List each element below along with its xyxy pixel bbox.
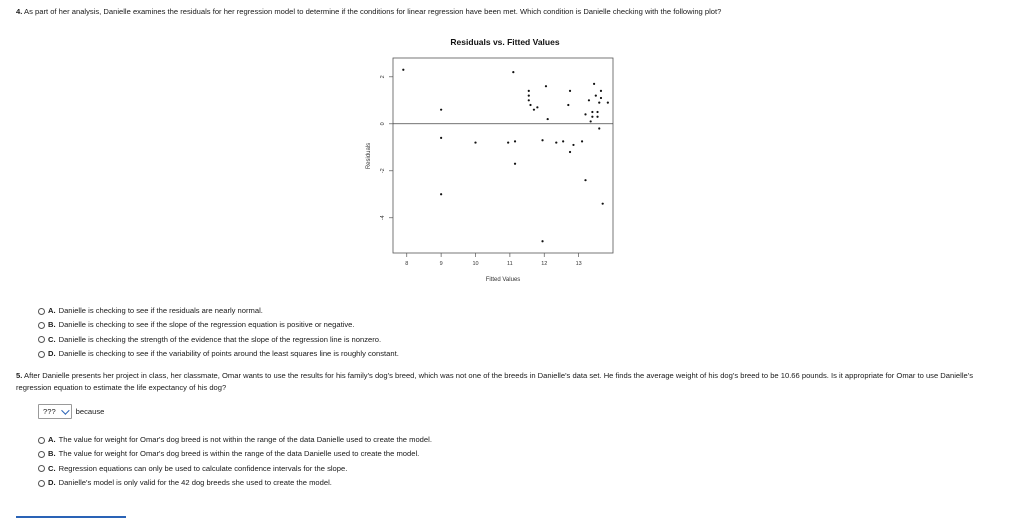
radio-button[interactable]	[38, 351, 45, 358]
x-tick-label: 13	[575, 261, 582, 267]
y-tick-label: 0	[380, 122, 386, 126]
question-4-options	[38, 304, 399, 361]
option-letter: D.	[48, 348, 56, 358]
data-point	[528, 90, 530, 92]
q5-option-a[interactable]	[38, 433, 432, 447]
data-point	[598, 102, 600, 104]
data-point	[507, 141, 509, 143]
data-point	[533, 109, 535, 111]
data-point	[514, 163, 516, 165]
option-letter: A.	[48, 306, 56, 315]
q4-option-d[interactable]	[38, 347, 399, 361]
question-5-prompt	[16, 370, 1006, 393]
data-point	[595, 94, 597, 96]
chevron-down-icon	[61, 406, 69, 414]
option-letter: A.	[48, 435, 56, 444]
option-text: Regression equations can only be used to calculate confidence intervals for the slope.	[58, 463, 348, 473]
q5-option-c[interactable]	[38, 462, 432, 476]
data-point	[512, 71, 514, 73]
data-point	[596, 111, 598, 113]
option-letter: C.	[48, 334, 56, 344]
because-label: because	[75, 407, 105, 416]
radio-button[interactable]	[38, 451, 45, 458]
data-point	[547, 118, 549, 120]
data-point	[514, 140, 516, 142]
data-point	[602, 203, 604, 205]
data-point	[590, 120, 592, 122]
option-text: The value for weight for Omar's dog breed is not within the range of the data Danielle used to create the model.	[58, 435, 432, 444]
data-point	[572, 144, 574, 146]
data-point	[541, 139, 543, 141]
data-point	[528, 99, 530, 101]
data-point	[569, 90, 571, 92]
data-point	[588, 99, 590, 101]
plot-frame	[393, 58, 613, 253]
data-point	[440, 193, 442, 195]
data-point	[562, 140, 564, 142]
data-point	[584, 179, 586, 181]
radio-button[interactable]	[38, 336, 45, 343]
option-text: Danielle is checking to see if the variability of points around the least squares line is roughly constant.	[58, 348, 399, 358]
data-point	[567, 104, 569, 106]
option-text: Danielle is checking the strength of the evidence that the slope of the regression line is nonzero.	[58, 334, 382, 344]
data-point	[581, 140, 583, 142]
data-point	[584, 113, 586, 115]
question-4-number: 4.	[16, 7, 23, 16]
data-point	[598, 127, 600, 129]
radio-button[interactable]	[38, 465, 45, 472]
data-point	[555, 141, 557, 143]
y-tick-label: -2	[380, 168, 386, 174]
data-point	[402, 69, 404, 71]
data-point	[528, 94, 530, 96]
radio-button[interactable]	[38, 480, 45, 487]
x-tick-label: 8	[405, 261, 409, 267]
option-letter: C.	[48, 463, 56, 473]
data-point	[591, 116, 593, 118]
option-letter: B.	[48, 449, 56, 459]
option-text: Danielle's model is only valid for the 42 dog breeds she used to create the model.	[58, 477, 332, 487]
question-5-text: After Danielle presents her project in class, her classmate, Omar wants to use the results for his family's dog's breed, which was not one of the breeds in Danielle's data set. He finds the average weight of his dog's breed to be 10.66 pounds. Is it appropriate for Omar to use Danielle's regression equation to estimate the life expectancy of his dog?	[16, 371, 973, 392]
data-point	[607, 102, 609, 104]
data-point	[529, 104, 531, 106]
x-tick-label: 10	[472, 261, 479, 267]
residuals-plot	[355, 32, 625, 287]
q5-option-d[interactable]	[38, 476, 432, 490]
question-4-text: As part of her analysis, Danielle examines the residuals for her regression model to determine if the conditions for linear regression have been met. Which condition is Danielle checking with the following plot?	[24, 7, 722, 16]
answer-dropdown[interactable]	[38, 404, 72, 419]
x-tick-label: 9	[439, 261, 443, 267]
option-text: Danielle is checking to see if the slope of the regression equation is positive or negative.	[58, 320, 355, 330]
radio-button[interactable]	[38, 322, 45, 329]
x-tick-label: 11	[507, 261, 513, 267]
data-point	[440, 137, 442, 139]
x-axis-label: Fitted Values	[485, 277, 521, 283]
bottom-accent-bar	[16, 516, 126, 518]
q5-option-b[interactable]	[38, 447, 432, 461]
data-point	[596, 116, 598, 118]
option-letter: D.	[48, 477, 56, 487]
y-tick-label: -4	[380, 215, 386, 221]
data-point	[545, 85, 547, 87]
answer-row	[38, 404, 104, 419]
question-4-prompt	[16, 6, 1016, 17]
dropdown-value: ???	[43, 407, 56, 416]
data-point	[569, 151, 571, 153]
option-letter: B.	[48, 320, 56, 330]
data-point	[600, 90, 602, 92]
data-point	[600, 97, 602, 99]
x-tick-label: 12	[541, 261, 548, 267]
data-point	[474, 141, 476, 143]
data-point	[440, 109, 442, 111]
question-5-options	[38, 433, 432, 490]
q4-option-a[interactable]	[38, 304, 399, 318]
radio-button[interactable]	[38, 437, 45, 444]
data-point	[536, 106, 538, 108]
y-axis-label: Residuals	[366, 142, 372, 170]
radio-button[interactable]	[38, 308, 45, 315]
option-text: The value for weight for Omar's dog breed is within the range of the data Danielle used to create the model.	[58, 449, 420, 459]
chart-title: Residuals vs. Fitted Values	[450, 37, 560, 47]
data-point	[593, 83, 595, 85]
q4-option-b[interactable]	[38, 318, 399, 332]
question-5-number: 5.	[16, 371, 23, 380]
data-point	[591, 111, 593, 113]
q4-option-c[interactable]	[38, 333, 399, 347]
data-point	[541, 240, 543, 242]
y-tick-label: 2	[380, 75, 386, 79]
option-text: Danielle is checking to see if the residuals are nearly normal.	[58, 306, 263, 315]
